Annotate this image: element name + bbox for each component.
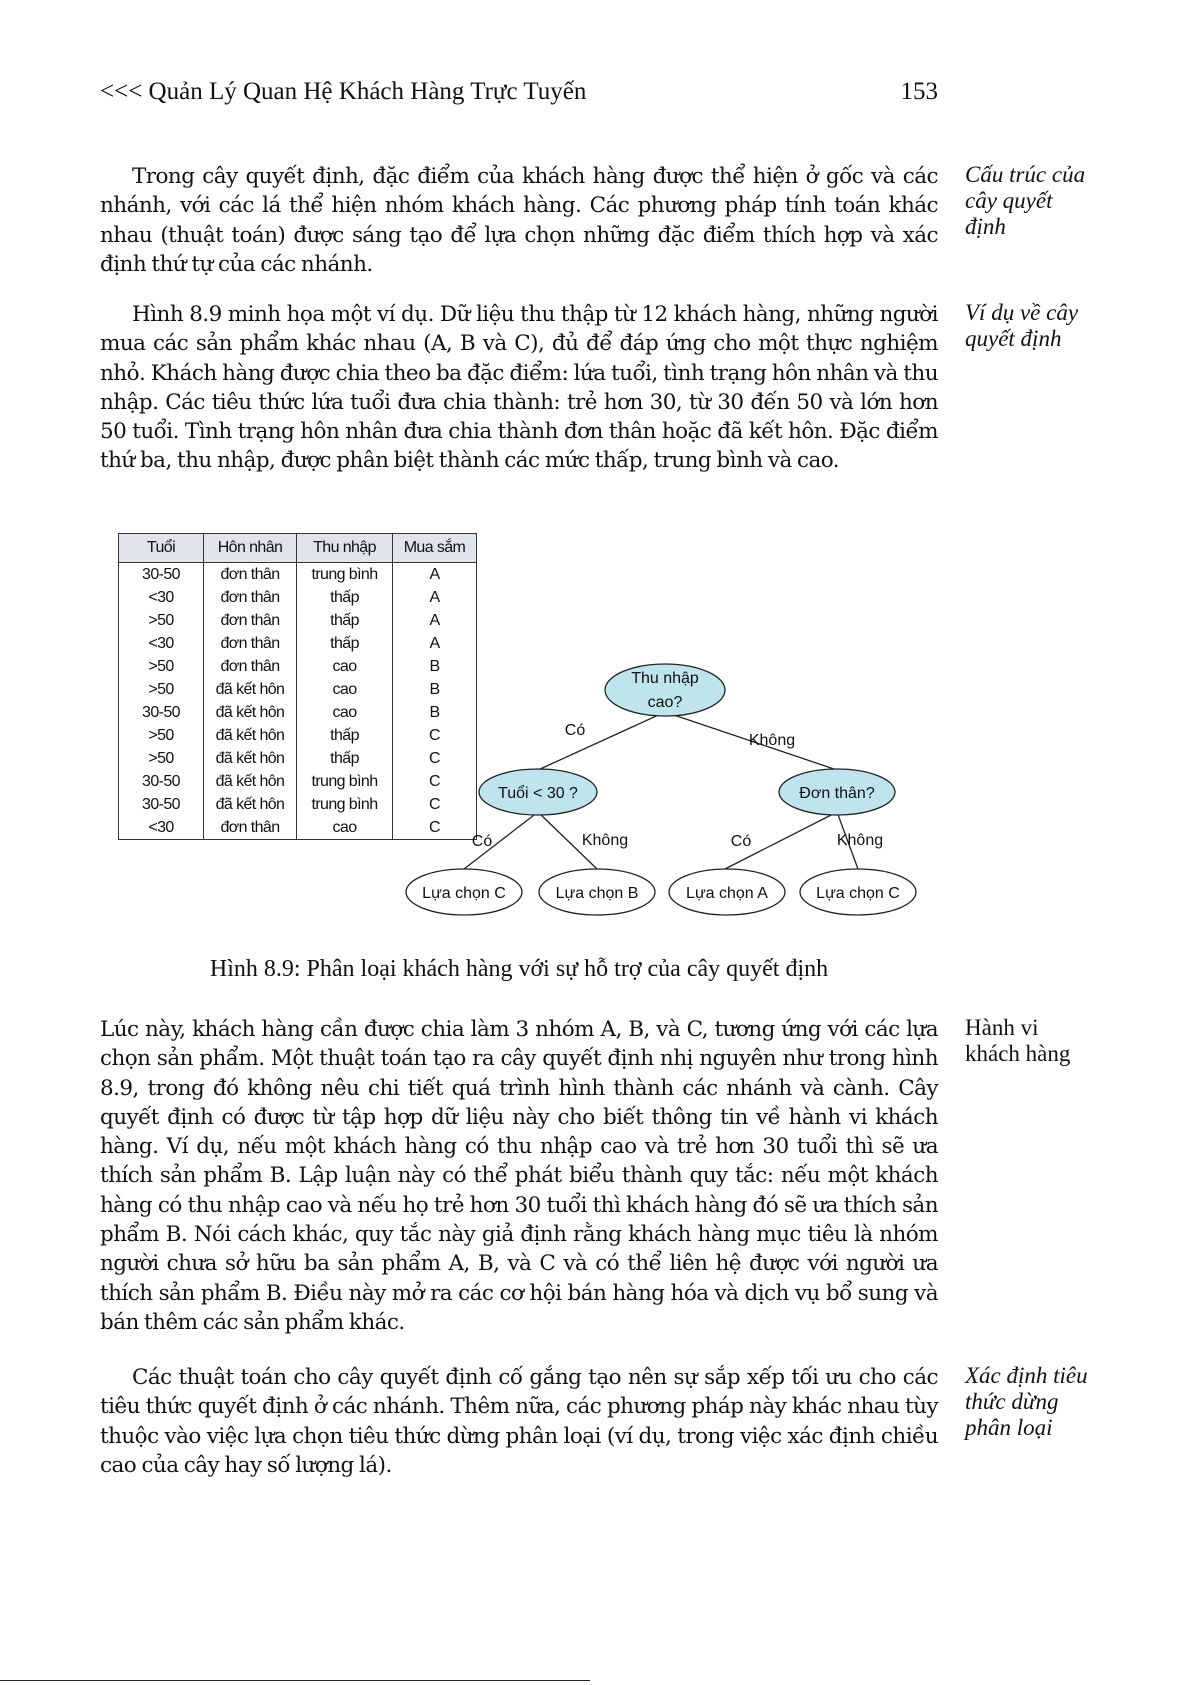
table-cell: >50 xyxy=(119,678,204,701)
table-cell: 30-50 xyxy=(119,701,204,724)
root-node-label: cao? xyxy=(647,694,683,711)
table-cell: C xyxy=(393,816,477,840)
table-cell: đã kết hôn xyxy=(204,724,297,747)
edge-label-no: Không xyxy=(581,832,629,849)
table-cell: >50 xyxy=(119,609,204,632)
table-cell: <30 xyxy=(119,586,204,609)
table-cell: >50 xyxy=(119,655,204,678)
footer-rule xyxy=(0,1680,590,1681)
figure-caption: Hình 8.9: Phân loại khách hàng với sự hỗ trợ của cây quyết định xyxy=(209,956,829,982)
edge-label-no: Không xyxy=(836,832,884,849)
single-node-label: Đơn thân? xyxy=(799,785,875,802)
table-cell: đơn thân xyxy=(204,632,297,655)
running-title: <<< Quản Lý Quan Hệ Khách Hàng Trực Tuyến xyxy=(100,78,587,105)
table-cell: cao xyxy=(297,678,393,701)
table-cell: thấp xyxy=(297,586,393,609)
table-cell: trung bình xyxy=(297,770,393,793)
margin-note-3: Hành vi khách hàng xyxy=(965,1015,1071,1066)
table-cell: 30-50 xyxy=(119,793,204,816)
root-node-label: Thu nhập xyxy=(631,670,699,687)
edge-label-no: Không xyxy=(748,732,796,749)
table-cell: C xyxy=(393,724,477,747)
table-cell: C xyxy=(393,770,477,793)
table-cell: 30-50 xyxy=(119,563,204,587)
table-cell: A xyxy=(393,632,477,655)
paragraph-1: Trong cây quyết định, đặc điểm của khách hàng được thể hiện ở gốc và các nhánh, với các lá thể hiện nhóm khách hàng. Các phương pháp tính toán khác nhau (thuật toán) được sáng tạo để lựa chọn những đặc điểm thích hợp và xác định thứ tự của các nhánh. xyxy=(100,164,938,277)
paragraph-3: Lúc này, khách hàng cần được chia làm 3 nhóm A, B, và C, tương ứng với các lựa chọn sản phẩm. Một thuật toán tạo ra cây quyết định nhị nguyên như trong hình 8.9, trong đó không nêu chi tiết quá trình hình thành các nhánh và cành. Cây quyết định có được từ tập hợp dữ liệu này cho biết thông tin về hành vi khách hàng. Ví dụ, nếu một khách hàng có thu nhập cao và trẻ hơn 30 tuổi thì sẽ ưa thích sản phẩm B. Lập luận này có thể phát biểu thành quy tắc: nếu một khách hàng có thu nhập cao và nếu họ trẻ hơn 30 tuổi thì khách hàng đó sẽ ưa thích sản phẩm B. Nói cách khác, quy tắc này giả định rằng khách hàng mục tiêu là nhóm người chưa sở hữu ba sản phẩm A, B, và C và có thể liên hệ được với người ưa thích sản phẩm B. Điều này mở ra các cơ hội bán hàng hóa và dịch vụ bổ sung và bán thêm các sản phẩm khác. xyxy=(100,1017,938,1335)
table-cell: đã kết hôn xyxy=(204,701,297,724)
table-cell: <30 xyxy=(119,816,204,840)
table-cell: C xyxy=(393,747,477,770)
table-cell: 30-50 xyxy=(119,770,204,793)
table-cell: C xyxy=(393,793,477,816)
paragraph-2: Hình 8.9 minh họa một ví dụ. Dữ liệu thu thập từ 12 khách hàng, những người mua các sản phẩm khác nhau (A, B và C), đủ để đáp ứng cho một thực nghiệm nhỏ. Khách hàng được chia theo ba đặc điểm: lứa tuổi, tình trạng hôn nhân và thu nhập. Các tiêu thức lứa tuổi đưa chia thành: trẻ hơn 30, từ 30 đến 50 và lớn hơn 50 tuổi. Tình trạng hôn nhân đưa chia thành đơn thân hoặc đã kết hôn. Đặc điểm thứ ba, thu nhập, được phân biệt thành các mức thấp, trung bình và cao. xyxy=(100,302,938,474)
table-cell: >50 xyxy=(119,724,204,747)
table-cell: cao xyxy=(297,701,393,724)
tree-edge xyxy=(538,712,665,770)
leaf-node-label: Lựa chọn C xyxy=(816,885,900,902)
table-cell: A xyxy=(393,563,477,587)
table-cell: thấp xyxy=(297,632,393,655)
table-cell: thấp xyxy=(297,724,393,747)
table-cell: B xyxy=(393,701,477,724)
table-cell: A xyxy=(393,609,477,632)
paragraph-4: Các thuật toán cho cây quyết định cố gắng tạo nên sự sắp xếp tối ưu cho các tiêu thức quyết định ở các nhánh. Thêm nữa, các phương pháp này khác nhau tùy thuộc vào việc lựa chọn tiêu thức dừng phân loại (ví dụ, trong việc xác định chiều cao của cây hay số lượng lá). xyxy=(100,1365,938,1478)
table-cell: A xyxy=(393,586,477,609)
table-cell: cao xyxy=(297,816,393,840)
leaf-node-label: Lựa chọn A xyxy=(686,885,768,902)
table-cell: thấp xyxy=(297,747,393,770)
table-header-cell: Thu nhập xyxy=(297,534,393,563)
edge-label-yes: Có xyxy=(471,833,493,850)
table-cell: đơn thân xyxy=(204,816,297,840)
table-cell: thấp xyxy=(297,609,393,632)
table-cell: B xyxy=(393,678,477,701)
page-header xyxy=(100,78,938,108)
page-number: 153 xyxy=(900,78,938,105)
table-cell: đã kết hôn xyxy=(204,747,297,770)
figure-8-9 xyxy=(100,528,940,938)
table-cell: đã kết hôn xyxy=(204,678,297,701)
table-cell: cao xyxy=(297,655,393,678)
table-cell: đơn thân xyxy=(204,609,297,632)
table-header-cell: Tuổi xyxy=(119,534,204,563)
table-cell: trung bình xyxy=(297,563,393,587)
table-cell: đơn thân xyxy=(204,586,297,609)
table-header-cell: Hôn nhân xyxy=(204,534,297,563)
decision-tree xyxy=(100,528,940,938)
edge-label-yes: Có xyxy=(730,833,752,850)
table-cell: đã kết hôn xyxy=(204,793,297,816)
table-cell: đã kết hôn xyxy=(204,770,297,793)
table-cell: đơn thân xyxy=(204,655,297,678)
edge-label-yes: Có xyxy=(564,722,586,739)
margin-note-2: Ví dụ về cây quyết định xyxy=(965,300,1079,351)
leaf-node-label: Lựa chọn C xyxy=(422,885,506,902)
table-cell: >50 xyxy=(119,747,204,770)
table-cell: trung bình xyxy=(297,793,393,816)
margin-note-4: Xác định tiêu thức dừng phân loại xyxy=(965,1363,1088,1440)
table-cell: đơn thân xyxy=(204,563,297,587)
margin-note-1: Cấu trúc của cây quyết định xyxy=(965,162,1086,239)
table-header-cell: Mua sắm xyxy=(393,534,477,563)
age-node-label: Tuổi < 30 ? xyxy=(498,785,578,802)
table-cell: B xyxy=(393,655,477,678)
table-cell: <30 xyxy=(119,632,204,655)
leaf-node-label: Lựa chọn B xyxy=(555,885,639,902)
